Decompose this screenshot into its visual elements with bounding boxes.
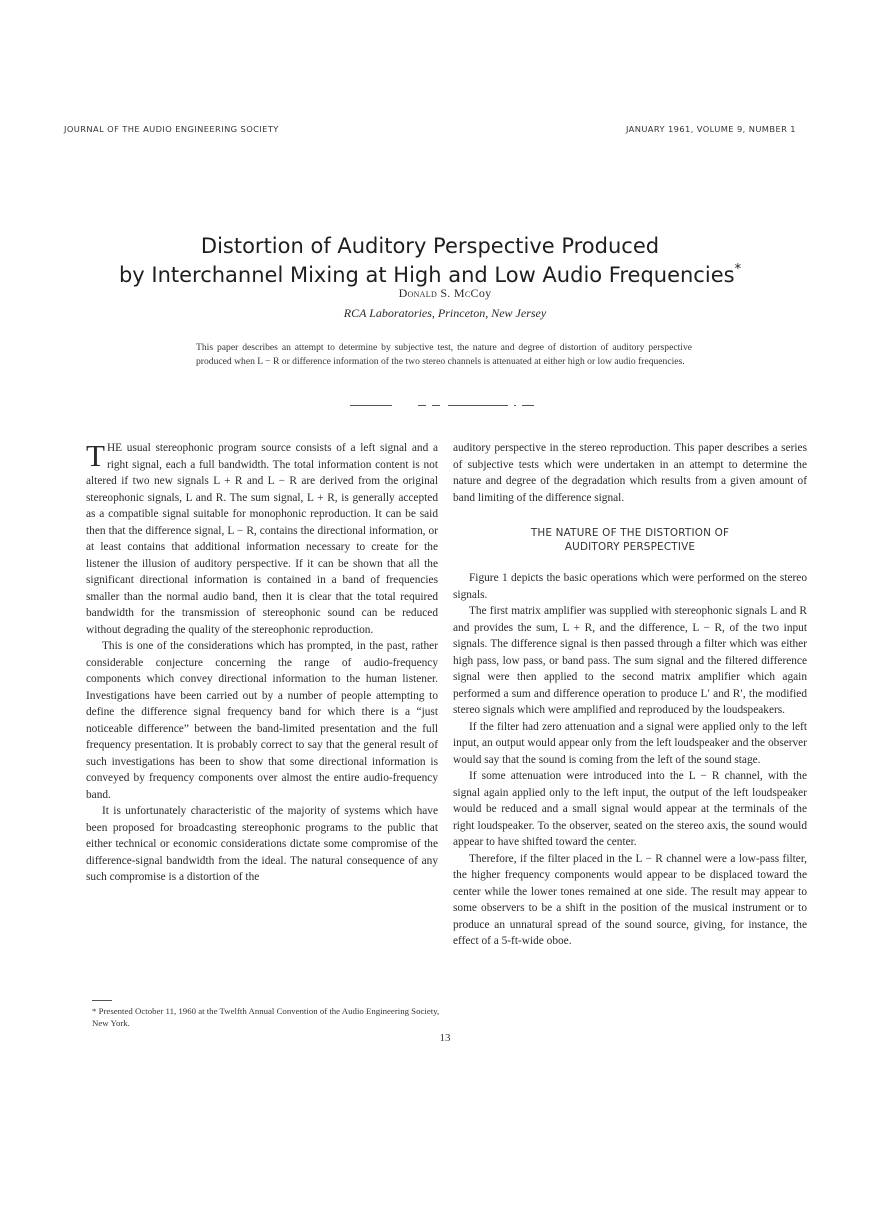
running-head-journal: JOURNAL OF THE AUDIO ENGINEERING SOCIETY	[64, 124, 279, 134]
title-line-2: by Interchannel Mixing at High and Low Audio Frequencies	[118, 263, 735, 288]
footnote-rule	[92, 1000, 112, 1001]
footnote: * Presented October 11, 1960 at the Twelfth Annual Convention of the Audio Engineering Society, New York.	[92, 1006, 440, 1028]
running-head-issue: JANUARY 1961, VOLUME 9, NUMBER 1	[625, 124, 796, 134]
abstract: This paper describes an attempt to determine by subjective test, the nature and degree of distortion of auditory perspective produced when L − R or difference information of the two stereo channels is attenuated at either high or low audio frequencies.	[196, 342, 692, 367]
intro-paragraph: THE usual stereophonic program source consists of a left signal and a right signal, each a full bandwidth. The total information content is not altered if two new signals L + R and L − R are derived from the original stereophonic signals, L and R. The sum signal, L + R, is generally accepted as a compatible signal suitable for monophonic reproduction. It can be said then that the difference signal, L − R, contains the directional information, or at least contains that additional information necessary to create for the listener the illusion of auditory perspective. If it can be shown that all the significant directional information is contained in a band of frequencies smaller than the normal audio band, then it is clear that the total required bandwidth for the transmission of stereophonic sound can be reduced without degrading the quality of the stereophonic reproduction.	[86, 438, 438, 636]
title-footnote-mark: *	[734, 262, 742, 278]
paragraph: If some attenuation were introduced into the L − R channel, with the signal again applied only to the left input, the output of the left loudspeaker would be reduced and a small signal would appear at the terminals of the right loudspeaker. To the observer, seated on the stereo axis, the sound would appear to have shifted toward the center.	[453, 770, 807, 848]
paragraph: Figure 1 depicts the basic operations which were performed on the stereo signals.	[453, 572, 807, 601]
section-heading: THE NATURE OF THE DISTORTION OF AUDITORY PERSPECTIVE	[530, 527, 730, 553]
author-affiliation: RCA Laboratories, Princeton, New Jersey	[343, 306, 547, 320]
author-name: Donald S. McCoy	[398, 286, 492, 300]
section-divider	[350, 405, 540, 409]
title-line-1: Distortion of Auditory Perspective Produced	[200, 234, 660, 259]
paragraph: If the filter had zero attenuation and a signal were applied only to the left input, an output would appear only from the left loudspeaker and the observer would say that the sound is coming from the left of the sound stage.	[453, 720, 807, 766]
right-column	[453, 440, 807, 950]
paragraph: auditory perspective in the stereo reproduction. This paper describes a series of subjective tests which were undertaken in an attempt to determine the nature and degree of the degradation which results from a given amount of band limiting of the difference signal.	[453, 442, 807, 504]
paragraph: Therefore, if the filter placed in the L − R channel were a low-pass filter, the higher frequency components would appear to be displaced toward the center while the lower tones remained at one side. The result may appear to some observers to be a shift in the position of the musical instrument or to produce an unnatural spread of the sound source, giving, for instance, the effect of a 5-ft-wide oboe.	[453, 852, 807, 947]
paragraph: This is one of the considerations which has prompted, in the past, rather considerable conjecture concerning the range of audio-frequency components which convey directional information to the human listener. Investigations have been carried out by a number of people attempting to define the difference signal frequency band for which there is a “just noticeable difference” between the band-limited presentation and the full frequency presentation. It is probably correct to say that the general result of such investigations has been to show that some directional information is conveyed by frequency components over almost the entire audio-frequency band.	[86, 640, 438, 801]
drop-cap: T	[86, 438, 105, 473]
page-number: 13	[439, 1032, 451, 1044]
paragraph: The first matrix amplifier was supplied with stereophonic signals L and R and provides the sum, L + R, and the difference, L − R, of the two input signals. The difference signal is then passed through a filter which was either high pass, low pass, or band pass. The sum signal and the filtered difference signal were then applied to the second matrix amplifier which again performed a sum and difference operation to produce L′ and R′, the modified stereo signals which were amplified and reproduced by the loudspeakers.	[453, 605, 807, 716]
article-title	[60, 232, 800, 290]
paragraph: It is unfortunately characteristic of the majority of systems which have been proposed for broadcasting stereophonic programs to the public that either technical or economic considerations dictate some compromise of the difference-signal bandwidth from the ideal. The natural consequence of any such compromise is a distortion of the	[86, 805, 438, 883]
left-column	[86, 440, 438, 886]
